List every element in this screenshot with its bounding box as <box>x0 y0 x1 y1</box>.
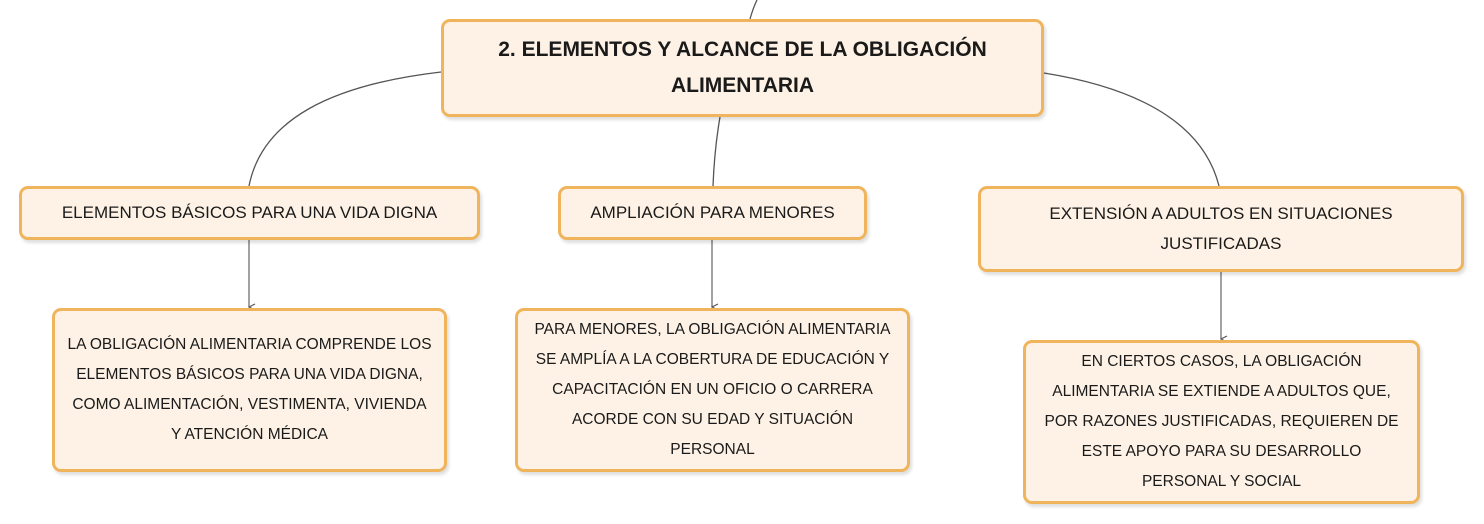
connector-root-to-branch-1 <box>249 72 441 186</box>
detail-topic-adults[interactable] <box>1023 340 1420 504</box>
branch-topic-basic-elements[interactable] <box>19 186 480 240</box>
detail-topic-basic-elements[interactable] <box>52 308 447 472</box>
detail-topic-text: PARA MENORES, LA OBLIGACIÓN ALIMENTARIA SE AMPLÍA A LA COBERTURA DE EDUCACIÓN Y CAPACITACIÓN EN UN OFICIO O CARRERA ACORDE CON SU EDAD Y SITUACIÓN PERSONAL <box>534 321 891 458</box>
detail-topic-text: EN CIERTOS CASOS, LA OBLIGACIÓN ALIMENTARIA SE EXTIENDE A ADULTOS QUE, POR RAZONES JUSTIFICADAS, REQUIEREN DE ESTE APOYO PARA SU DESARROLLO PERSONAL Y SOCIAL <box>1044 353 1399 490</box>
branch-topic-label: ELEMENTOS BÁSICOS PARA UNA VIDA DIGNA <box>61 203 438 222</box>
connector-root-to-branch-3 <box>1044 73 1219 186</box>
root-topic[interactable] <box>441 19 1044 117</box>
branch-topic-adults[interactable] <box>978 186 1464 272</box>
connector-parent-to-root <box>750 0 757 19</box>
branch-topic-label: EXTENSIÓN A ADULTOS EN SITUACIONES JUSTIFICADAS <box>1049 204 1393 253</box>
root-topic-label: 2. ELEMENTOS Y ALCANCE DE LA OBLIGACIÓN ALIMENTARIA <box>498 38 987 97</box>
connector-root-to-branch-2 <box>713 117 720 186</box>
branch-topic-minors[interactable] <box>558 186 867 240</box>
branch-topic-label: AMPLIACIÓN PARA MENORES <box>590 203 835 222</box>
detail-topic-text: LA OBLIGACIÓN ALIMENTARIA COMPRENDE LOS ELEMENTOS BÁSICOS PARA UNA VIDA DIGNA, COMO ALIMENTACIÓN, VESTIMENTA, VIVIENDA Y ATENCIÓN MÉDICA <box>67 336 432 443</box>
detail-topic-minors[interactable] <box>515 308 910 472</box>
